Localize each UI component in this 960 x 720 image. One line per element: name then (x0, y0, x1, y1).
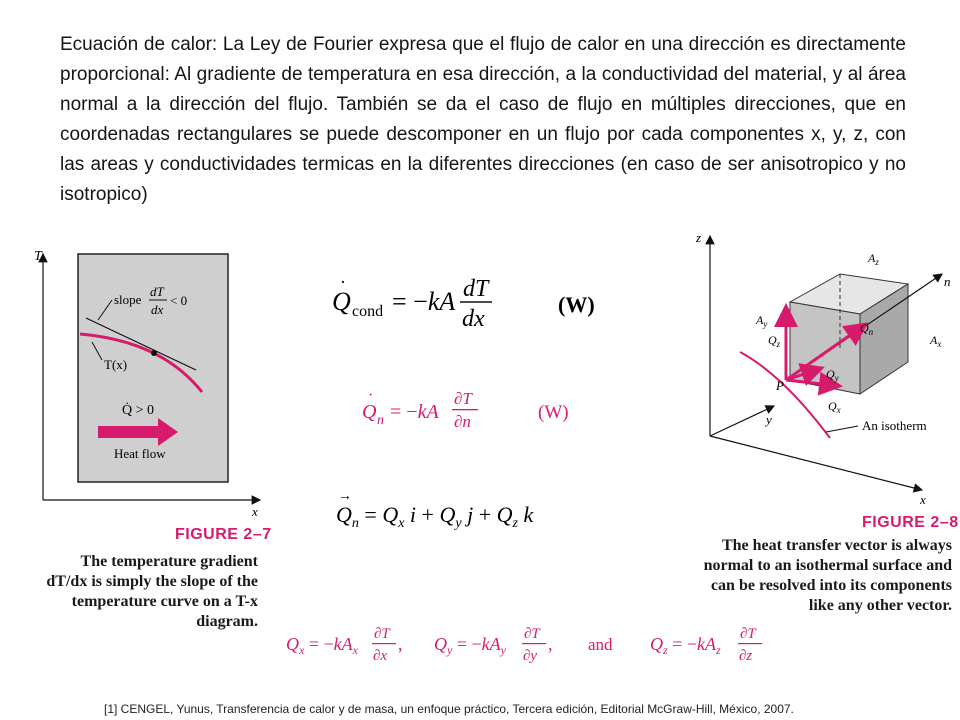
eq-qy: $Q_y = -kA_y$ (434, 634, 506, 657)
eq-n-q: Q (362, 401, 377, 423)
heat-flow-label: Heat flow (114, 446, 166, 461)
eq-qx-comma: , (398, 634, 403, 654)
equation-q-cond (330, 272, 610, 334)
fig2-qz-label: $Q_z$ (768, 333, 781, 349)
equation-components (284, 622, 784, 672)
eq-qz-bar (738, 643, 762, 644)
eq-cond-dot: · (340, 272, 346, 292)
fig2-y-label: y (766, 412, 772, 427)
eq-qy-comma: , (548, 634, 553, 654)
eq-cond-unit: (W) (558, 292, 595, 317)
x-axis-label: x (252, 504, 258, 519)
t-axis-label: T (34, 249, 42, 264)
equation-vector (334, 490, 604, 534)
eq-cond-sub: cond (352, 303, 384, 320)
eq-n-den: ∂n (454, 412, 471, 431)
fig2-ax-label: $A_x$ (930, 333, 942, 349)
flux-condition: Q̇ > 0 (122, 403, 155, 418)
eq-qx: $Q_x = -kA_x$ (286, 634, 358, 657)
eq-qx-den: ∂x (373, 648, 388, 664)
eq-n-unit: (W) (538, 402, 569, 423)
figure-2-8-title: FIGURE 2–8 (862, 514, 959, 531)
eq-n-bar (452, 409, 478, 410)
eq-n-num: ∂T (454, 389, 472, 408)
isotherm-pointer (826, 426, 858, 432)
eq-cond-num: dT (463, 276, 489, 302)
body-paragraph: Ecuación de calor: La Ley de Fourier expresa que el flujo de calor en una dirección es directamente proporcional: Al gradiente de temperatura en esa dirección, a la conductividad del material, y al área normal a la dirección del flujo. También se da el caso de flujo en múltiples direcciones, que en coordenadas rectangulares se puede descomponer en un flujo por cada componentes x, y, z, con las areas y conductividades termicas en la diferentes direcciones (en caso de ser anisotropico y no isotropico) (60, 34, 906, 205)
fig2-qx-label: $Q_x$ (828, 399, 841, 415)
eq-qz-num: ∂T (740, 626, 756, 642)
fig2-point-label: P (776, 378, 784, 393)
curve-label: T(x) (104, 357, 128, 372)
figure-2-8-caption: The heat transfer vector is always normal to an isothermal surface and can be resolved into its components like any other vector. (703, 537, 952, 614)
figure-2-7-title: FIGURE 2–7 (175, 526, 272, 543)
fig2-ay-label: $A_y$ (756, 313, 768, 329)
eq-qy-bar (522, 643, 546, 644)
figure-2-7-caption: The temperature gradient dT/dx is simply the slope of the temperature curve on a T-x diagram. (46, 553, 258, 630)
eq-qx-num: ∂T (374, 626, 390, 642)
fig2-z-label: z (696, 230, 702, 245)
fig2-qy-label: $Q_y$ (826, 367, 839, 383)
fig2-x-label: x (920, 492, 926, 507)
fig2-az-label: $A_z$ (868, 251, 879, 267)
tangent-point (151, 350, 157, 356)
slope-dx: dx (151, 302, 164, 317)
slope-condition: < 0 (170, 293, 188, 308)
eq-n-sub: n (377, 413, 384, 428)
fig2-qn-label: $Q_n$ (860, 321, 874, 337)
figure-2-8-diagram (690, 228, 958, 510)
slope-label: slope (114, 292, 142, 307)
fig2-y-axis (710, 406, 774, 436)
eq-qx-bar (372, 643, 396, 644)
equation-q-n (360, 386, 590, 438)
eq-vec-text: $Q_n = Q_x$ $i + Q_y$ $j + Q_z$ k (336, 502, 534, 531)
eq-qy-num: ∂T (524, 626, 540, 642)
eq-n-dot: · (368, 387, 374, 404)
fig2-x-axis (710, 436, 922, 490)
eq-qy-den: ∂y (523, 648, 538, 664)
fig2-isotherm-label: An isotherm (862, 418, 927, 433)
eq-vec-arrows: → (338, 490, 352, 504)
eq-qz: $Q_z = -kA_z$ (650, 634, 721, 657)
fig2-normal-label: n (944, 274, 951, 289)
slope-dt: dT (150, 284, 164, 299)
eq-cond-rhs: = −kA (392, 287, 456, 316)
reference-footnote: [1] CENGEL, Yunus, Transferencia de calor y de masa, un enfoque práctico, Tercera edición, Editorial McGraw-Hill, México, 2007. (104, 702, 794, 716)
eq-n-rhs: = −kA (390, 401, 439, 423)
figure-2-7-diagram (30, 242, 270, 522)
eq-and: and (588, 635, 613, 654)
eq-cond-den: dx (462, 306, 485, 332)
eq-cond-q: Q (332, 287, 351, 316)
eq-qz-den: ∂z (739, 648, 753, 664)
